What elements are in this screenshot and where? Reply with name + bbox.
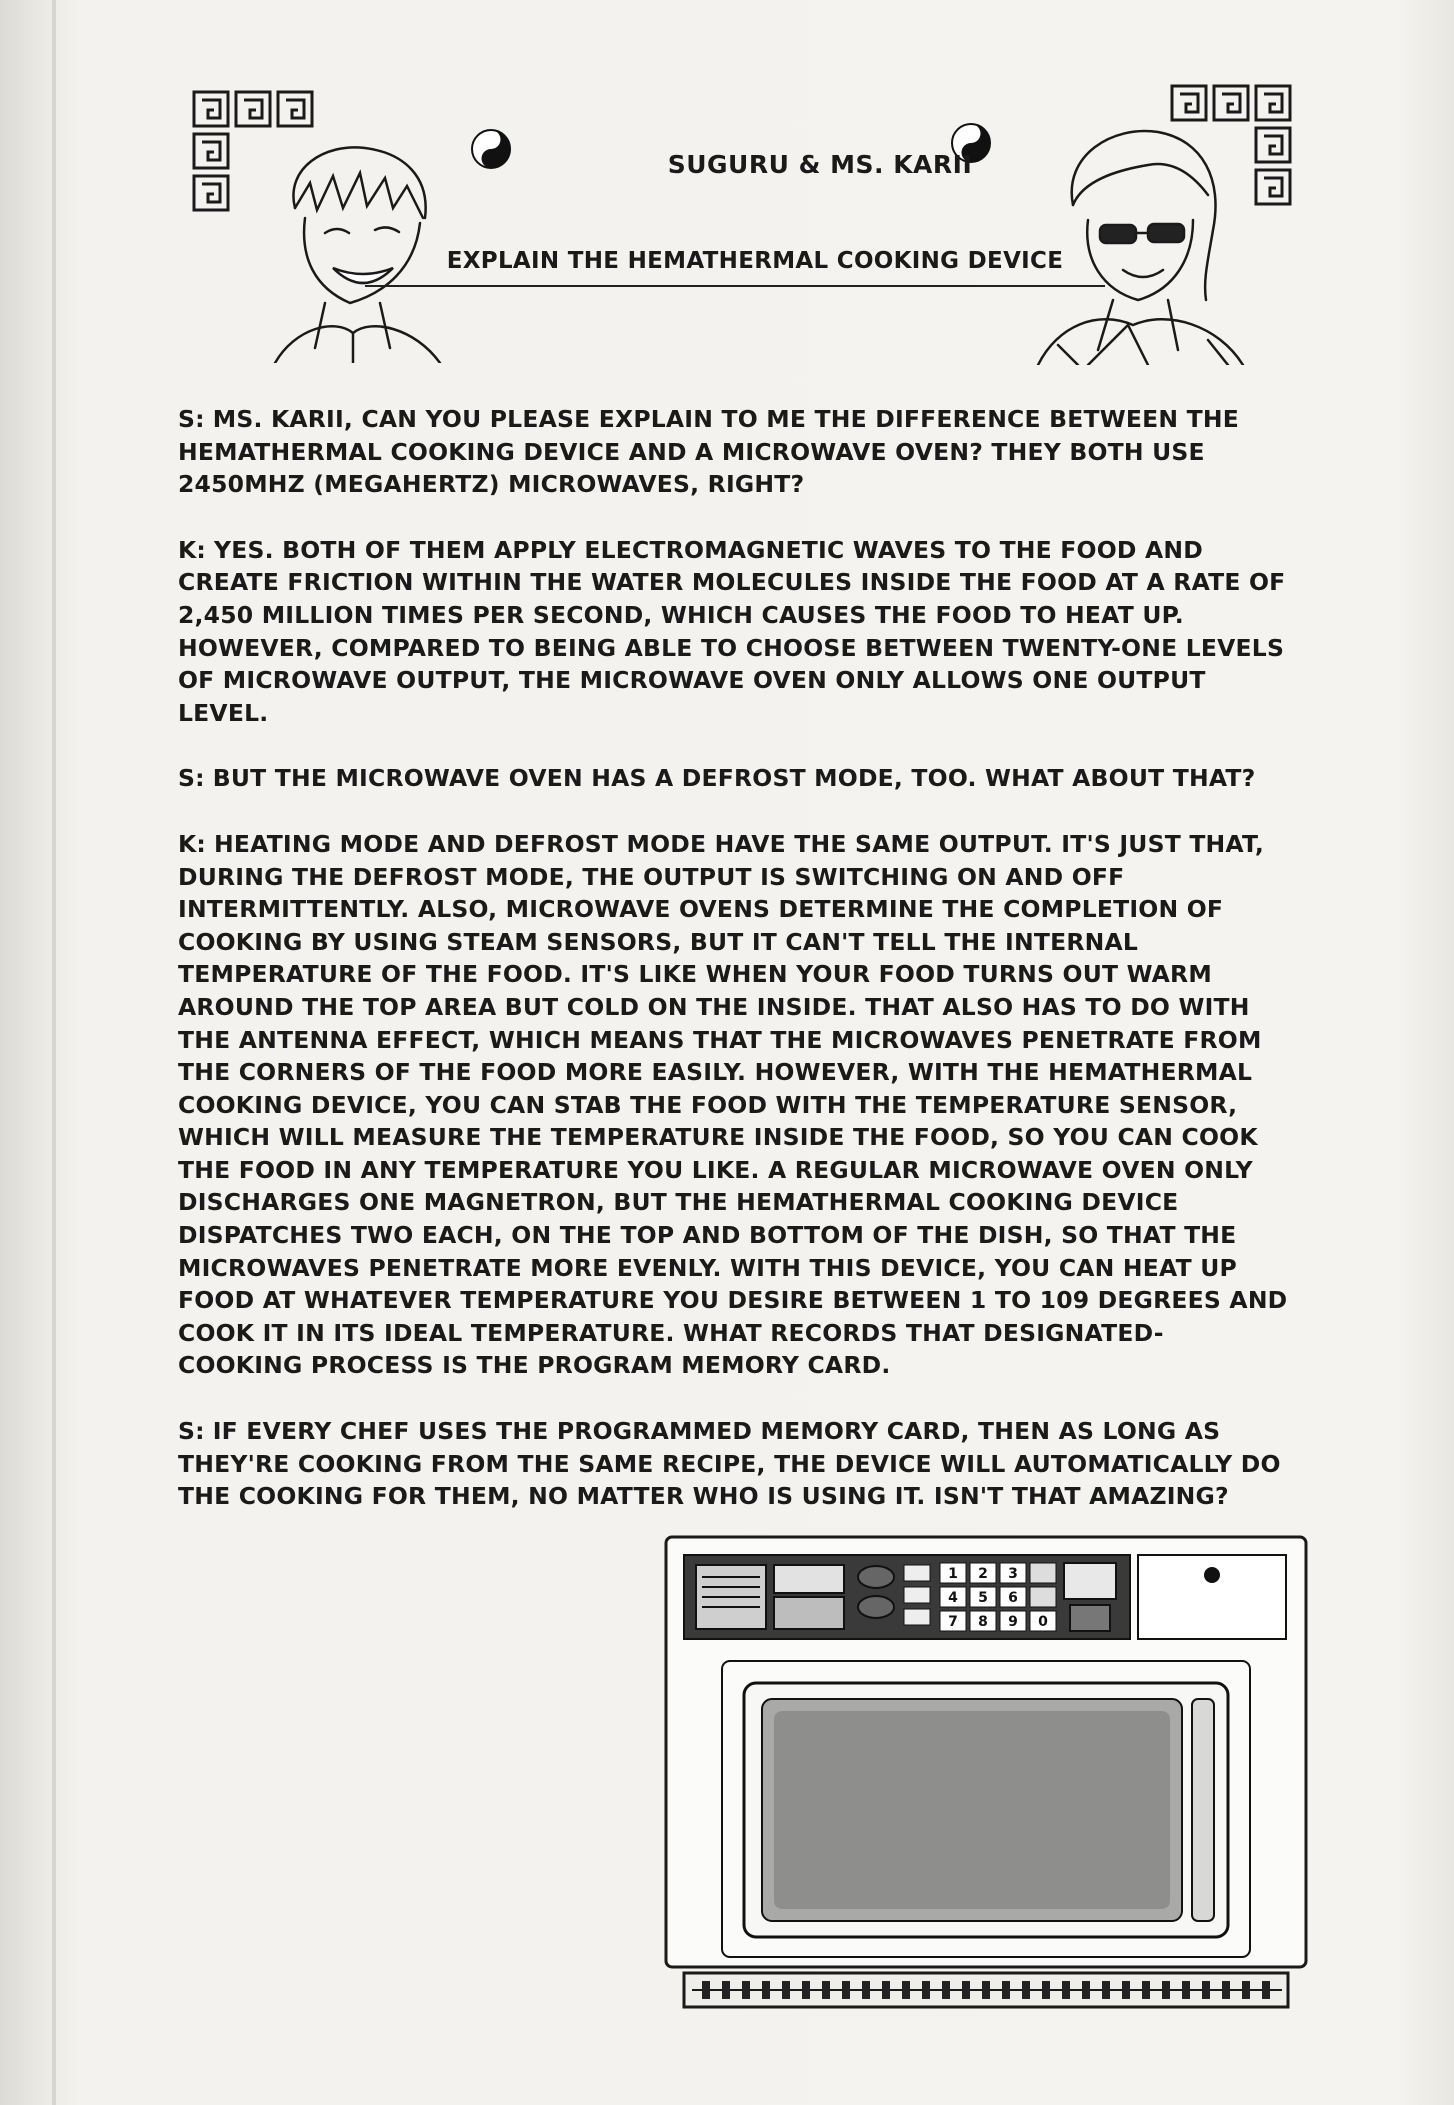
dialogue-text: MS. KARII, CAN YOU PLEASE EXPLAIN TO ME THE DIFFERENCE BETWEEN THE HEMATHERMAL COOKING DEVICE AND A MICROWAVE OVEN? THEY BOTH USE 2450MHZ (MEGAHERTZ) MICROWAVES, RIGHT? bbox=[178, 405, 1239, 499]
page-spine-shadow bbox=[52, 0, 56, 2105]
header-panel bbox=[180, 80, 1300, 370]
speaker-tag: K: bbox=[178, 829, 207, 858]
keypad-key-0-label: 0 bbox=[1038, 1614, 1048, 1630]
speaker-tag: S: bbox=[178, 764, 205, 793]
keypad-key-1-label: 1 bbox=[948, 1566, 958, 1582]
dialogue-text: HEATING MODE AND DEFROST MODE HAVE THE SAME OUTPUT. IT'S JUST THAT, DURING THE DEFROST MODE, THE OUTPUT IS SWITCHING ON AND OFF INTERMITTENTLY. ALSO, MICROWAVE OVENS DETERMINE THE COMPLETION OF COOKING BY USING STEAM SENSORS, BUT IT CAN'T TELL THE INTERNAL TEMPERATURE OF THE FOOD. IT'S LIKE WHEN YOUR FOOD TURNS OUT WARM AROUND THE TOP AREA BUT COLD ON THE INSIDE. THAT ALSO HAS TO DO WITH THE ANTENNA EFFECT, WHICH MEANS THAT THE MICROWAVES PENETRATE FROM THE CORNERS OF THE FOOD MORE EASILY. HOWEVER, WITH THE HEMATHERMAL COOKING DEVICE, YOU CAN STAB THE FOOD WITH THE TEMPERATURE SENSOR, WHICH WILL MEASURE THE TEMPERATURE INSIDE THE FOOD, SO YOU CAN COOK THE FOOD IN ANY TEMPERATURE YOU LIKE. A REGULAR MICROWAVE OVEN ONLY DISCHARGES ONE MAGNETRON, BUT THE HEMATHERMAL COOKING DEVICE DISPATCHES TWO EACH, ON THE TOP AND BOTTOM OF THE DISH, SO THAT THE MICROWAVES PENETRATE MORE EVENLY. WITH THIS DEVICE, YOU CAN HEAT UP FOOD AT WHATEVER TEMPERATURE YOU DESIRE BETWEEN 1 TO 109 DEGREES AND COOK IT IN ITS IDEAL TEMPERATURE. WHAT RECORDS THAT DESIGNATED-COOKING PROCESS IS THE PROGRAM MEMORY CARD. bbox=[178, 829, 1288, 1380]
keypad-key-3-label: 3 bbox=[1008, 1566, 1018, 1582]
speaker-tag: S: bbox=[178, 405, 205, 433]
dialogue-text: IF EVERY CHEF USES THE PROGRAMMED MEMORY CARD, THEN AS LONG AS THEY'RE COOKING FROM THE SAME RECIPE, THE DEVICE WILL AUTOMATICALLY DO THE COOKING FOR THEM, NO MATTER WHO IS USING IT. ISN'T THAT AMAZING? bbox=[178, 1417, 1281, 1511]
keypad-key-3 bbox=[1000, 1563, 1026, 1583]
ms-karii-portrait bbox=[1028, 120, 1248, 369]
hemathermal-device-illustration bbox=[662, 1533, 1310, 2013]
keypad-key-4-label: 4 bbox=[948, 1590, 958, 1606]
dialogue-line bbox=[178, 828, 1288, 1382]
dialogue-line bbox=[178, 534, 1288, 730]
keypad-key-6-label: 6 bbox=[1008, 1590, 1018, 1606]
dialogue-line bbox=[178, 1415, 1288, 1513]
subtitle-underline bbox=[365, 285, 1105, 287]
dialogue-block bbox=[178, 403, 1288, 1546]
keypad-key-5-label: 5 bbox=[978, 1590, 988, 1606]
keypad-key-2-label: 2 bbox=[978, 1566, 988, 1582]
keypad-key-8-label: 8 bbox=[978, 1614, 988, 1630]
keypad-key-1 bbox=[940, 1563, 966, 1583]
keypad-key-5 bbox=[970, 1587, 996, 1607]
keypad-key-0 bbox=[1030, 1611, 1056, 1631]
dialogue-text: YES. BOTH OF THEM APPLY ELECTROMAGNETIC WAVES TO THE FOOD AND CREATE FRICTION WITHIN THE WATER MOLECULES INSIDE THE FOOD AT A RATE OF 2,450 MILLION TIMES PER SECOND, WHICH CAUSES THE FOOD TO HEAT UP. HOWEVER, COMPARED TO BEING ABLE TO CHOOSE BETWEEN TWENTY-ONE LEVELS OF MICROWAVE OUTPUT, THE MICROWAVE OVEN ONLY ALLOWS ONE OUTPUT LEVEL. bbox=[178, 535, 1286, 727]
dialogue-line bbox=[178, 762, 1288, 795]
header-title: SUGURU & MS. KARII bbox=[667, 150, 973, 179]
keypad-key-9-label: 9 bbox=[1008, 1614, 1018, 1630]
dialogue-line bbox=[178, 403, 1288, 501]
keypad-key-6 bbox=[1000, 1587, 1026, 1607]
keypad-key-8 bbox=[970, 1611, 996, 1631]
keypad-key-4 bbox=[940, 1587, 966, 1607]
keypad-key-7-label: 7 bbox=[948, 1614, 958, 1630]
keypad-key-9 bbox=[1000, 1611, 1026, 1631]
keypad-key-2 bbox=[970, 1563, 996, 1583]
dialogue-text: BUT THE MICROWAVE OVEN HAS A DEFROST MODE, TOO. WHAT ABOUT THAT? bbox=[212, 764, 1256, 793]
yin-yang-icon bbox=[470, 128, 512, 170]
speaker-tag: K: bbox=[178, 535, 207, 564]
keypad-key-7 bbox=[940, 1611, 966, 1631]
header-subtitle: EXPLAIN THE HEMATHERMAL COOKING DEVICE bbox=[446, 248, 1064, 274]
speaker-tag: S: bbox=[178, 1417, 205, 1446]
